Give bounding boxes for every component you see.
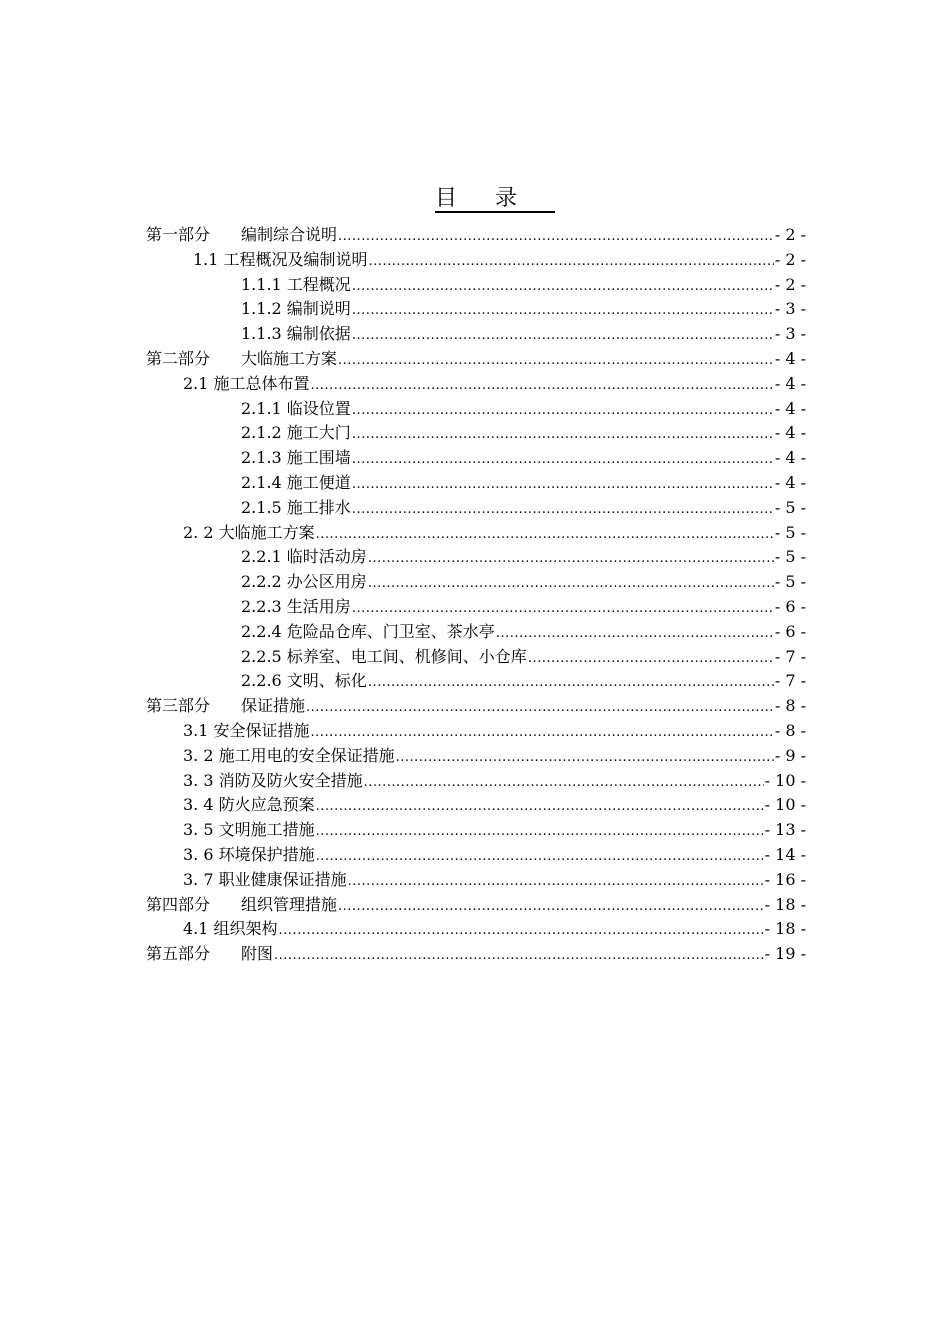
toc-entry[interactable] xyxy=(146,223,806,248)
toc-dot-leader xyxy=(352,448,774,473)
toc-page-number: - 18 - xyxy=(764,919,806,939)
toc-entry-label xyxy=(183,719,310,744)
toc-entry-text: 2.2.5 标养室、电工间、机修间、小仓库 xyxy=(241,646,527,666)
toc-dot-leader xyxy=(311,721,774,746)
toc-entry[interactable] xyxy=(146,347,806,372)
toc-dot-leader xyxy=(369,250,774,275)
toc-dot-leader xyxy=(279,919,764,944)
toc-entry-label xyxy=(241,297,351,322)
toc-entry-text: 2.2.2 办公区用房 xyxy=(241,572,367,592)
toc-dot-leader xyxy=(338,895,764,920)
toc-entry[interactable] xyxy=(146,893,806,918)
toc-entry-text: 2. 2 大临施工方案 xyxy=(183,522,315,542)
toc-dot-leader xyxy=(368,572,774,597)
toc-entry[interactable] xyxy=(146,595,806,620)
toc-entry[interactable] xyxy=(146,570,806,595)
toc-entry-label xyxy=(183,868,347,893)
toc-entry-text: 1.1.2 编制说明 xyxy=(241,299,351,319)
toc-dot-leader xyxy=(274,944,764,969)
toc-part-number: 第四部分 xyxy=(146,894,211,914)
toc-entry-text: 编制综合说明 xyxy=(241,225,338,244)
toc-dot-leader xyxy=(496,622,774,647)
toc-entry[interactable] xyxy=(146,818,806,843)
toc-dot-leader xyxy=(316,795,764,820)
toc-entry-label xyxy=(241,471,351,496)
toc-entry-text: 2.2.1 临时活动房 xyxy=(241,547,367,567)
toc-entry-label xyxy=(183,818,315,843)
toc-page-number: - 10 - xyxy=(764,770,806,790)
toc-entry-label xyxy=(193,248,368,273)
toc-page-number: - 14 - xyxy=(764,844,806,864)
toc-entry[interactable] xyxy=(146,719,806,744)
toc-dot-leader xyxy=(368,547,774,572)
toc-entry-label xyxy=(241,496,351,521)
toc-page-number: - 5 - xyxy=(774,547,806,567)
toc-entry-text: 2.1.1 临设位置 xyxy=(241,398,351,418)
toc-dot-leader xyxy=(364,771,764,796)
toc-entry-label xyxy=(183,917,278,942)
toc-page-number: - 10 - xyxy=(764,795,806,815)
toc-page-number: - 7 - xyxy=(774,671,806,691)
toc-page-number: - 2 - xyxy=(774,274,806,294)
toc-page-number: - 6 - xyxy=(774,621,806,641)
toc-page-number: - 4 - xyxy=(774,423,806,443)
toc-entry-text: 3. 7 职业健康保证措施 xyxy=(183,869,347,889)
toc-entry[interactable] xyxy=(146,868,806,893)
toc-dot-leader xyxy=(528,647,774,672)
toc-dot-leader xyxy=(352,399,774,424)
toc-entry-text: 2.1.3 施工围墙 xyxy=(241,448,351,468)
toc-page-number: - 3 - xyxy=(774,324,806,344)
toc-entry-text: 附图 xyxy=(241,944,274,964)
toc-page-number: - 5 - xyxy=(774,572,806,592)
toc-dot-leader xyxy=(338,349,774,374)
toc-dot-leader xyxy=(352,498,774,523)
toc-entry-label xyxy=(241,421,351,446)
toc-page-number: - 19 - xyxy=(764,944,806,964)
toc-dot-leader xyxy=(311,374,774,399)
toc-entry[interactable] xyxy=(146,669,806,694)
toc-entry[interactable] xyxy=(146,793,806,818)
toc-entry-label xyxy=(241,595,351,620)
toc-entry-text: 2.2.4 危险品仓库、门卫室、茶水亭 xyxy=(241,621,495,641)
toc-page-number: - 3 - xyxy=(774,299,806,319)
toc-dot-leader xyxy=(316,820,764,845)
toc-page-number: - 4 - xyxy=(774,348,806,368)
toc-entry[interactable] xyxy=(146,421,806,446)
table-of-contents xyxy=(146,223,806,967)
toc-entry[interactable] xyxy=(146,372,806,397)
toc-entry-text: 2.1.4 施工便道 xyxy=(241,472,351,492)
toc-entry-text: 1.1 工程概况及编制说明 xyxy=(193,249,368,269)
toc-page-number: - 8 - xyxy=(774,696,806,716)
toc-page-number: - 18 - xyxy=(764,894,806,914)
toc-page-number: - 16 - xyxy=(764,869,806,889)
toc-entry-label xyxy=(146,942,273,967)
toc-entry-text: 1.1.3 编制依据 xyxy=(241,324,351,344)
toc-page-number: - 2 - xyxy=(774,225,806,244)
toc-entry-label xyxy=(241,570,367,595)
toc-part-number: 第三部分 xyxy=(146,696,211,716)
toc-entry[interactable] xyxy=(146,521,806,546)
toc-dot-leader xyxy=(348,870,764,895)
toc-entry-text: 3. 4 防火应急预案 xyxy=(183,795,315,815)
toc-entry-label xyxy=(241,273,351,298)
toc-dot-leader xyxy=(352,299,774,324)
toc-entry-label xyxy=(183,372,310,397)
toc-entry[interactable] xyxy=(146,645,806,670)
toc-entry-label xyxy=(241,620,495,645)
toc-entry-text: 2.1.2 施工大门 xyxy=(241,423,351,443)
toc-dot-leader xyxy=(368,671,774,696)
toc-part-number: 第二部分 xyxy=(146,348,211,368)
toc-page-number: - 4 - xyxy=(774,373,806,393)
toc-part-number: 第一部分 xyxy=(146,225,211,244)
toc-dot-leader xyxy=(396,746,774,771)
toc-entry-text: 大临施工方案 xyxy=(241,348,338,368)
toc-entry-label xyxy=(146,694,305,719)
toc-entry-label xyxy=(183,769,363,794)
toc-entry-label xyxy=(183,521,315,546)
toc-entry[interactable] xyxy=(146,942,806,967)
toc-entry-label xyxy=(241,446,351,471)
toc-dot-leader xyxy=(316,845,764,870)
toc-entry[interactable] xyxy=(146,545,806,570)
toc-entry[interactable] xyxy=(146,322,806,347)
toc-entry[interactable] xyxy=(146,769,806,794)
toc-entry-label xyxy=(183,793,315,818)
toc-entry-text: 3. 6 环境保护措施 xyxy=(183,844,315,864)
toc-dot-leader xyxy=(316,523,774,548)
toc-entry[interactable] xyxy=(146,620,806,645)
toc-entry-text: 3.1 安全保证措施 xyxy=(183,720,310,740)
toc-entry[interactable] xyxy=(146,843,806,868)
toc-entry[interactable] xyxy=(146,397,806,422)
toc-dot-leader xyxy=(338,225,774,250)
toc-entry-text: 组织管理措施 xyxy=(241,894,338,914)
toc-entry-text: 2.2.6 文明、标化 xyxy=(241,671,367,691)
toc-entry-label xyxy=(241,645,527,670)
toc-entry-text: 保证措施 xyxy=(241,696,306,716)
toc-dot-leader xyxy=(352,473,774,498)
toc-dot-leader xyxy=(352,324,774,349)
toc-entry[interactable] xyxy=(146,744,806,769)
toc-dot-leader xyxy=(352,423,774,448)
toc-page-number: - 4 - xyxy=(774,448,806,468)
toc-entry[interactable] xyxy=(146,248,806,273)
toc-page-number: - 9 - xyxy=(774,745,806,765)
toc-entry-text: 3. 5 文明施工措施 xyxy=(183,820,315,840)
toc-page-number: - 8 - xyxy=(774,720,806,740)
toc-entry-text: 3. 3 消防及防火安全措施 xyxy=(183,770,363,790)
toc-page-number: - 7 - xyxy=(774,646,806,666)
toc-entry-label xyxy=(183,843,315,868)
toc-entry-label xyxy=(146,223,337,248)
toc-entry-text: 3. 2 施工用电的安全保证措施 xyxy=(183,745,395,765)
toc-dot-leader xyxy=(306,696,774,721)
toc-entry-text: 1.1.1 工程概况 xyxy=(241,274,351,294)
toc-entry[interactable] xyxy=(146,471,806,496)
toc-page-number: - 4 - xyxy=(774,472,806,492)
toc-entry-label xyxy=(241,545,367,570)
toc-entry-label xyxy=(241,397,351,422)
toc-page-number: - 5 - xyxy=(774,522,806,542)
toc-entry-text: 2.1 施工总体布置 xyxy=(183,373,310,393)
toc-entry[interactable] xyxy=(146,297,806,322)
toc-entry-label xyxy=(241,669,367,694)
toc-entry-text: 4.1 组织架构 xyxy=(183,919,278,939)
toc-entry[interactable] xyxy=(146,917,806,942)
toc-entry-label xyxy=(146,893,337,918)
toc-entry-label xyxy=(241,322,351,347)
toc-entry[interactable] xyxy=(146,273,806,298)
toc-page-number: - 5 - xyxy=(774,497,806,517)
toc-page-number: - 13 - xyxy=(764,820,806,840)
toc-title-text: 目录 xyxy=(434,186,555,211)
toc-entry[interactable] xyxy=(146,446,806,471)
toc-dot-leader xyxy=(352,275,774,300)
toc-entry-text: 2.2.3 生活用房 xyxy=(241,596,351,616)
toc-part-number: 第五部分 xyxy=(146,944,211,964)
toc-page-number: - 4 - xyxy=(774,398,806,418)
toc-title xyxy=(0,183,950,215)
toc-entry[interactable] xyxy=(146,496,806,521)
toc-entry-label xyxy=(146,347,337,372)
toc-page-number: - 6 - xyxy=(774,596,806,616)
toc-entry-text: 2.1.5 施工排水 xyxy=(241,497,351,517)
toc-entry-label xyxy=(183,744,395,769)
toc-dot-leader xyxy=(352,597,774,622)
toc-page-number: - 2 - xyxy=(774,249,806,269)
toc-entry[interactable] xyxy=(146,694,806,719)
